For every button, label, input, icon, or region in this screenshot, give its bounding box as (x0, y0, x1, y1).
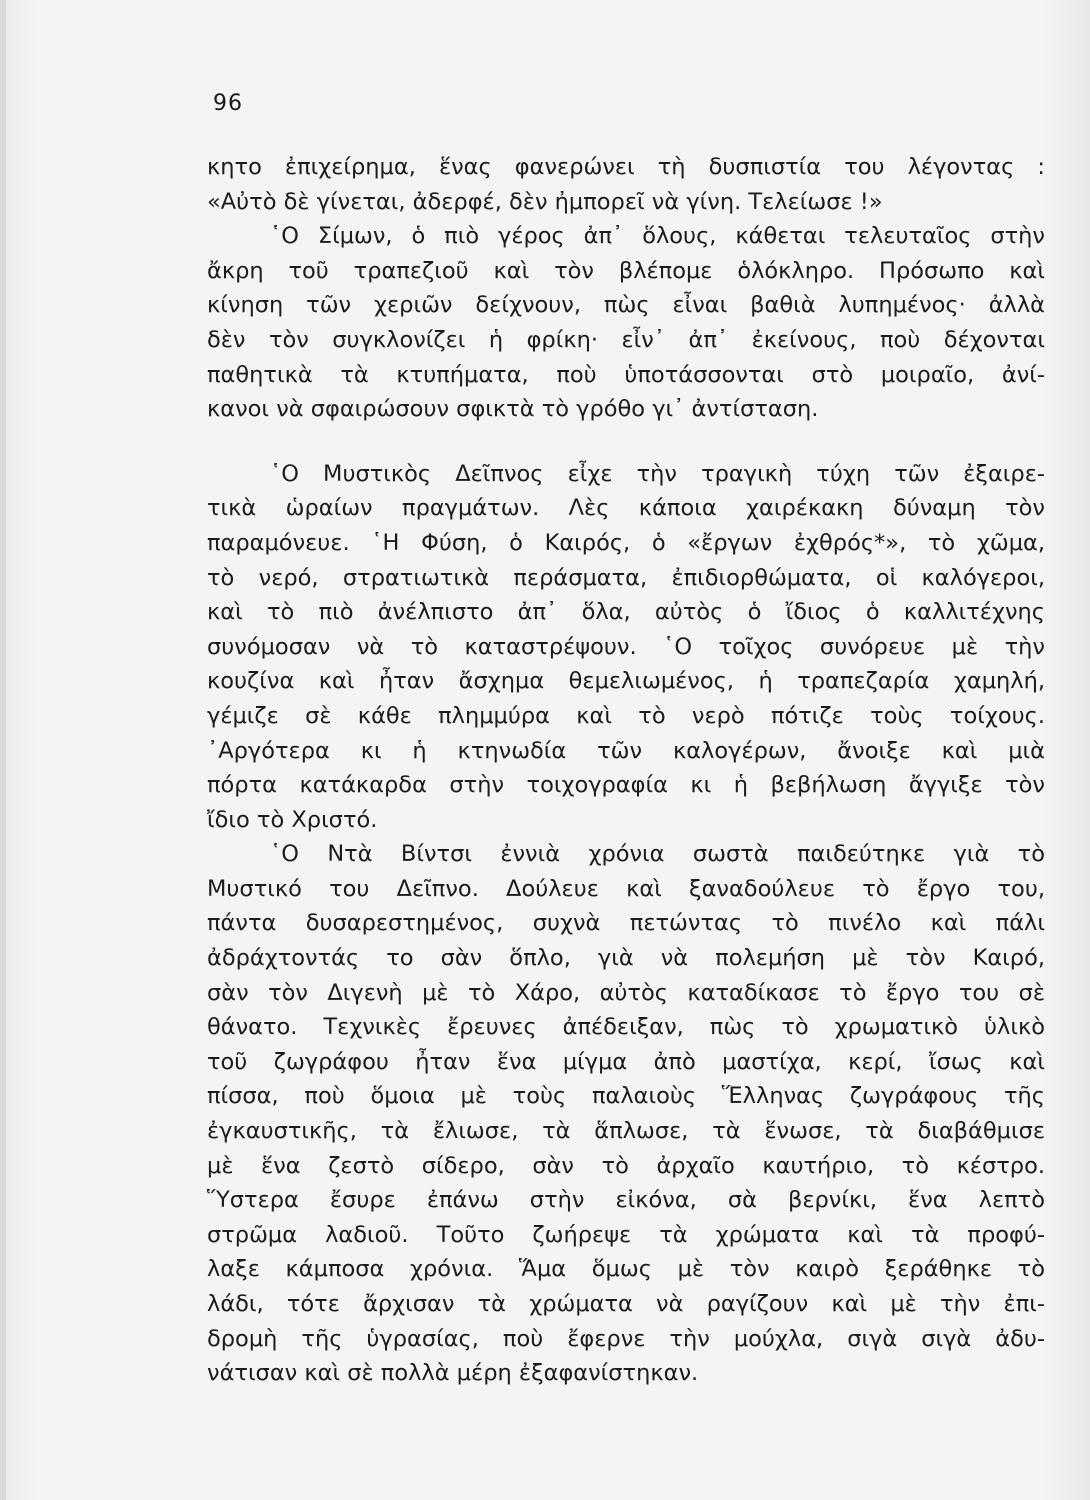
text-line: συνόμοσαν νὰ τὸ καταστρέψουν. ῾Ο τοῖχος συνόρευε μὲ τὴν (207, 633, 1045, 660)
text-line: Ὕστερα ἔσυρε ἐπάνω στὴν εἰκόνα, σὰ βερνίκι, ἕνα λεπτὸ (207, 1187, 1045, 1214)
text-line: ἴδιο τὸ Χριστό. (207, 806, 378, 833)
text-line: τοῦ ζωγράφου ἦταν ἕνα μίγμα ἀπὸ μαστίχα, κερί, ἴσως καὶ (207, 1048, 1045, 1075)
text-line: «Αὐτὸ δὲ γίνεται, ἀδερφέ, δὲν ἠμπορεῖ νὰ γίνη. Τελείωσε !» (207, 188, 883, 215)
text-line: κίνηση τῶν χεριῶν δείχνουν, πὼς εἶναι βαθιὰ λυπημένος· ἀλλὰ (207, 292, 1045, 319)
text-line: ᾿Αργότερα κι ἡ κτηνωδία τῶν καλογέρων, ἄνοιξε καὶ μιὰ (207, 737, 1045, 764)
text-line: κουζίνα καὶ ἦταν ἄσχημα θεμελιωμένος, ἡ τραπεζαρία χαμηλή, (207, 668, 1045, 695)
text-line: ῾Ο Μυστικὸς Δεῖπνος εἶχε τὴν τραγικὴ τύχη τῶν ἐξαιρε- (270, 460, 1045, 487)
paragraph-4 (207, 837, 1045, 1391)
text-line: Μυστικό του Δεῖπνο. Δούλευε καὶ ξαναδούλευε τὸ ἔργο του, (207, 875, 1045, 902)
text-line: παθητικὰ τὰ κτυπήματα, ποὺ ὑποτάσσονται στὸ μοιραῖο, ἀνί- (207, 361, 1045, 388)
paragraph-3 (207, 457, 1045, 838)
text-line: ῾Ο Ντὰ Βίντσι ἐννιὰ χρόνια σωστὰ παιδεύτηκε γιὰ τὸ (270, 841, 1045, 868)
text-line: πίσσα, ποὺ ὅμοια μὲ τοὺς παλαιοὺς Ἕλληνας ζωγράφους τῆς (207, 1083, 1045, 1110)
binding-edge (0, 0, 6, 1500)
paragraph-2 (207, 219, 1045, 427)
text-line: θάνατο. Τεχνικὲς ἔρευνες ἀπέδειξαν, πὼς τὸ χρωματικὸ ὑλικὸ (207, 1014, 1045, 1041)
text-line: ἄκρη τοῦ τραπεζιοῦ καὶ τὸν βλέπομε ὁλόκληρο. Πρόσωπο καὶ (207, 257, 1045, 284)
text-line: λαξε κάμποσα χρόνια. Ἅμα ὅμως μὲ τὸν καιρὸ ξεράθηκε τὸ (207, 1256, 1045, 1283)
text-line: τικὰ ὡραίων πραγμάτων. Λὲς κάποια χαιρέκακη δύναμη τὸν (207, 495, 1045, 522)
text-line: παραμόνευε. ῾Η Φύση, ὁ Καιρός, ὁ «ἔργων ἐχθρός*», τὸ χῶμα, (207, 529, 1045, 556)
text-line: τὸ νερό, στρατιωτικὰ περάσματα, ἐπιδιορθώματα, οἱ καλόγεροι, (207, 564, 1045, 591)
page-number: 96 (213, 91, 243, 116)
text-line: καὶ τὸ πιὸ ἀνέλπιστο ἀπ᾿ ὅλα, αὐτὸς ὁ ἴδιος ὁ καλλιτέχνης (207, 599, 1045, 626)
text-line: ῾Ο Σίμων, ὁ πιὸ γέρος ἀπ᾿ ὅλους, κάθεται τελευταῖος στὴν (270, 223, 1045, 250)
body-text (207, 150, 1045, 1391)
paragraph-gap (207, 427, 1045, 457)
text-line: μὲ ἕνα ζεστὸ σίδερο, σὰν τὸ ἀρχαῖο καυτήριο, τὸ κέστρο. (207, 1152, 1045, 1179)
text-line: γέμιζε σὲ κάθε πλημμύρα καὶ τὸ νερὸ πότιζε τοὺς τοίχους. (207, 702, 1045, 729)
text-line: λάδι, τότε ἄρχισαν τὰ χρώματα νὰ ραγίζουν καὶ μὲ τὴν ἐπι- (207, 1291, 1045, 1317)
text-line: πόρτα κατάκαρδα στὴν τοιχογραφία κι ἡ βεβήλωση ἄγγιξε τὸν (207, 772, 1045, 799)
text-line: κανοι νὰ σφαιρώσουν σφικτὰ τὸ γρόθο γι᾿ ἀντίσταση. (207, 396, 819, 423)
text-line: στρῶμα λαδιοῦ. Τοῦτο ζωήρεψε τὰ χρώματα καὶ τὰ προφύ- (207, 1221, 1045, 1248)
text-line: πάντα δυσαρεστημένος, συχνὰ πετώντας τὸ πινέλο καὶ πάλι (207, 910, 1045, 937)
text-line: δὲν τὸν συγκλονίζει ἡ φρίκη· εἶν᾿ ἀπ᾿ ἐκείνους, ποὺ δέχονται (207, 326, 1045, 353)
paragraph-1 (207, 150, 1045, 219)
text-line: σὰν τὸν Διγενὴ μὲ τὸ Χάρο, αὐτὸς καταδίκασε τὸ ἔργο του σὲ (207, 979, 1045, 1006)
text-line: ἀδράχτοντάς το σὰν ὅπλο, γιὰ νὰ πολεμήση μὲ τὸν Καιρό, (207, 945, 1045, 972)
text-line: ἐγκαυστικῆς, τὰ ἔλιωσε, τὰ ἅπλωσε, τὰ ἕνωσε, τὰ διαβάθμισε (207, 1118, 1045, 1145)
text-line: κητο ἐπιχείρημα, ἕνας φανερώνει τὴ δυσπιστία του λέγοντας : (207, 154, 1045, 180)
text-line: δρομὴ τῆς ὑγρασίας, ποὺ ἔφερνε τὴν μούχλα, σιγὰ σιγὰ ἀδυ- (207, 1325, 1045, 1352)
text-line: νάτισαν καὶ σὲ πολλὰ μέρη ἐξαφανίστηκαν. (207, 1360, 699, 1387)
